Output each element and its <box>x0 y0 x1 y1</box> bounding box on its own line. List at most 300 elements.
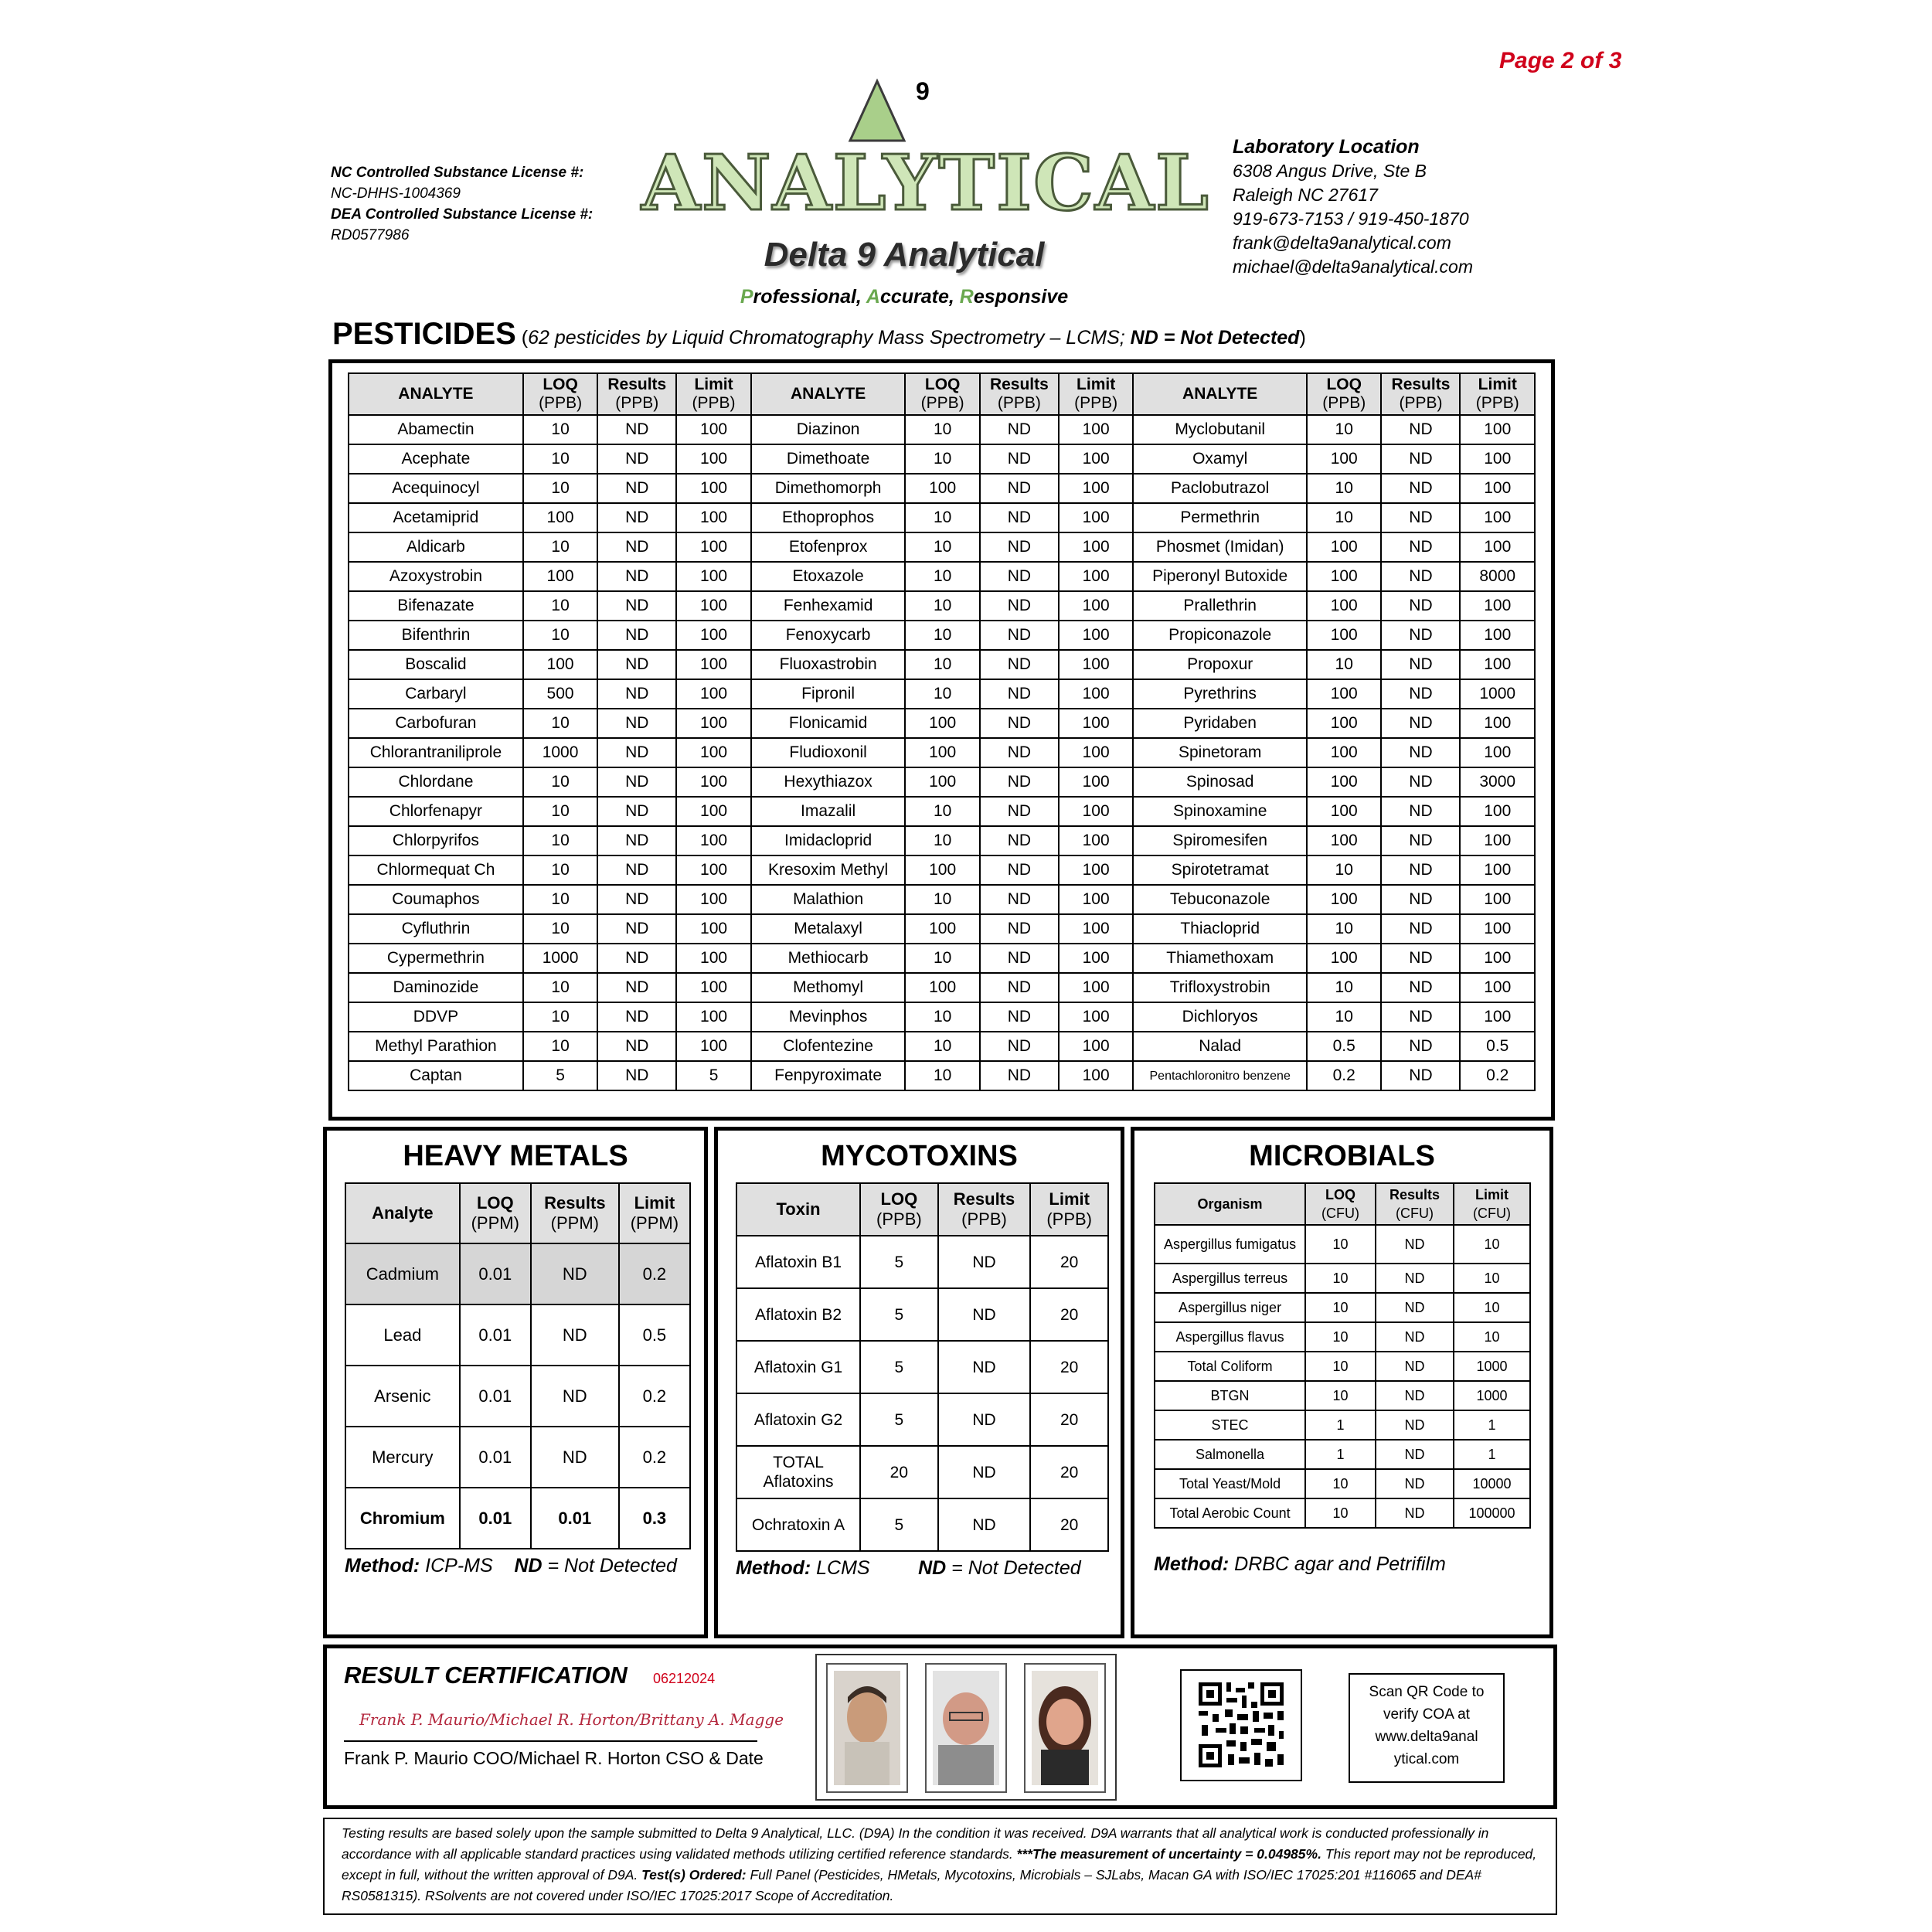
table-cell: Acequinocyl <box>349 474 523 503</box>
table-cell: Cyfluthrin <box>349 914 523 944</box>
hm-col-limit: Limit (PPM) <box>619 1183 690 1243</box>
table-cell: STEC <box>1155 1410 1305 1440</box>
hm-col-results: Results (PPM) <box>531 1183 619 1243</box>
col-analyte: ANALYTE <box>1133 373 1307 415</box>
table-cell: 100 <box>1059 944 1133 973</box>
table-cell: 100 <box>1460 944 1535 973</box>
table-cell: Captan <box>349 1061 523 1090</box>
table-cell: Spinoxamine <box>1133 797 1307 826</box>
table-row <box>349 855 1535 885</box>
lab-phone: 919-673-7153 / 919-450-1870 <box>1233 209 1469 229</box>
col-results: Results (PPB) <box>597 373 676 415</box>
table-cell: ND <box>1376 1264 1454 1293</box>
table-cell: 100 <box>1059 709 1133 738</box>
table-cell: DDVP <box>349 1002 523 1032</box>
table-cell: 100 <box>1460 650 1535 679</box>
table-cell: 100 <box>1460 797 1535 826</box>
table-cell: Tebuconazole <box>1133 885 1307 914</box>
table-cell: 100 <box>676 885 750 914</box>
table-cell: 100 <box>1460 885 1535 914</box>
table-cell: ND <box>1376 1225 1454 1264</box>
table-row <box>736 1341 1108 1393</box>
table-row <box>345 1366 690 1427</box>
table-cell: Total Yeast/Mold <box>1155 1469 1305 1498</box>
table-cell: 0.2 <box>1307 1061 1381 1090</box>
table-row <box>1155 1322 1530 1352</box>
table-cell: ND <box>938 1341 1031 1393</box>
table-row <box>1155 1293 1530 1322</box>
table-cell: Spirotetramat <box>1133 855 1307 885</box>
my-col-results: Results (PPB) <box>938 1183 1031 1236</box>
table-cell: 5 <box>860 1236 938 1288</box>
table-cell: Thiamethoxam <box>1133 944 1307 973</box>
table-row <box>736 1498 1108 1551</box>
table-cell: ND <box>1376 1322 1454 1352</box>
table-cell: ND <box>1376 1410 1454 1440</box>
table-cell: Cadmium <box>345 1243 460 1304</box>
table-cell: 100 <box>905 767 979 797</box>
table-cell: ND <box>980 1032 1059 1061</box>
my-col-toxin: Toxin <box>736 1183 860 1236</box>
mi-col-loq: LOQ (CFU) <box>1305 1183 1376 1225</box>
staff-photos <box>815 1654 1117 1801</box>
table-cell: 100000 <box>1454 1498 1530 1528</box>
table-cell: 100 <box>1059 1002 1133 1032</box>
table-cell: ND <box>980 562 1059 591</box>
col-analyte: ANALYTE <box>349 373 523 415</box>
table-cell: Aldicarb <box>349 532 523 562</box>
table-cell: 100 <box>1059 444 1133 474</box>
table-cell: ND <box>980 1061 1059 1090</box>
table-cell: 100 <box>676 532 750 562</box>
table-cell: ND <box>597 767 676 797</box>
table-cell: 10 <box>523 474 597 503</box>
table-row <box>349 914 1535 944</box>
table-cell: ND <box>1381 679 1460 709</box>
table-cell: 100 <box>523 650 597 679</box>
table-cell: ND <box>1381 1061 1460 1090</box>
table-cell: ND <box>1381 591 1460 621</box>
table-row <box>1155 1440 1530 1469</box>
table-cell: ND <box>1376 1498 1454 1528</box>
microbials-table <box>1154 1182 1531 1529</box>
page-number: Page 2 of 3 <box>1499 48 1622 73</box>
table-row <box>349 826 1535 855</box>
table-cell: Nalad <box>1133 1032 1307 1061</box>
table-cell: ND <box>1381 532 1460 562</box>
col-results: Results (PPB) <box>1381 373 1460 415</box>
lab-location <box>1233 135 1473 279</box>
table-cell: 10 <box>1305 1225 1376 1264</box>
pesticides-table <box>348 372 1536 1091</box>
mi-col-results: Results (CFU) <box>1376 1183 1454 1225</box>
table-cell: Bifenthrin <box>349 621 523 650</box>
table-cell: 20 <box>1030 1288 1108 1341</box>
lab-email-1: frank@delta9analytical.com <box>1233 233 1451 253</box>
table-cell: 100 <box>905 738 979 767</box>
table-cell: ND <box>1381 1002 1460 1032</box>
table-cell: 10 <box>1307 503 1381 532</box>
table-cell: 10 <box>1307 650 1381 679</box>
table-cell: Acetamiprid <box>349 503 523 532</box>
table-cell: ND <box>531 1366 619 1427</box>
table-cell: ND <box>980 885 1059 914</box>
qr-code[interactable] <box>1180 1669 1302 1781</box>
table-cell: 0.5 <box>1307 1032 1381 1061</box>
table-cell: 0.01 <box>460 1488 531 1549</box>
disclaimer: Testing results are based solely upon the sample submitted to Delta 9 Analytical, LLC. (D9A) In the condition it was received. D9A warrants that all analytical work is conducted professionally in accordance with all applicable standard practices using validated methods utilizing certified reference standards. ***The measurement of uncertainty = 0.04985%. This report may not be reproduced, except in full, without the written approval of D9A. Test(s) Ordered: Full Panel (Pesticides, HMetals, Mycotoxins, Microbials – SJLabs, Macan GA with ISO/IEC 17025:201 #116065 and DEA# RS0581315). RSolvents are not covered under ISO/IEC 17025:2017 Scope of Accreditation. <box>323 1818 1557 1915</box>
table-row <box>736 1446 1108 1498</box>
table-cell: 100 <box>1307 621 1381 650</box>
table-cell: 100 <box>676 1002 750 1032</box>
table-cell: Pentachloronitro benzene <box>1133 1061 1307 1090</box>
table-cell: 10 <box>905 679 979 709</box>
table-row <box>349 767 1535 797</box>
table-cell: ND <box>597 1032 676 1061</box>
mycotoxins-title: MYCOTOXINS <box>821 1140 1018 1172</box>
table-cell: Carbaryl <box>349 679 523 709</box>
table-cell: 100 <box>1059 532 1133 562</box>
table-cell: 100 <box>905 474 979 503</box>
table-cell: 10 <box>1454 1264 1530 1293</box>
table-cell: Aflatoxin G1 <box>736 1341 860 1393</box>
table-cell: 100 <box>1460 444 1535 474</box>
table-cell: 10 <box>523 621 597 650</box>
table-cell: 100 <box>676 474 750 503</box>
table-cell: Chlorpyrifos <box>349 826 523 855</box>
table-cell: ND <box>597 855 676 885</box>
table-cell: Mercury <box>345 1427 460 1488</box>
mycotoxins-table <box>736 1182 1109 1552</box>
table-cell: 10 <box>523 973 597 1002</box>
hm-col-analyte: Analyte <box>345 1183 460 1243</box>
table-cell: 20 <box>1030 1341 1108 1393</box>
table-cell: Ethoprophos <box>751 503 906 532</box>
table-cell: ND <box>980 944 1059 973</box>
table-cell: Azoxystrobin <box>349 562 523 591</box>
table-cell: 1000 <box>1454 1352 1530 1381</box>
table-cell: 10 <box>1305 1498 1376 1528</box>
table-cell: 100 <box>1460 474 1535 503</box>
table-row <box>345 1304 690 1366</box>
table-row <box>349 415 1535 444</box>
table-cell: ND <box>1376 1469 1454 1498</box>
table-cell: 10 <box>523 1032 597 1061</box>
table-cell: Flonicamid <box>751 709 906 738</box>
table-cell: Metalaxyl <box>751 914 906 944</box>
table-cell: 100 <box>1307 444 1381 474</box>
table-row <box>349 591 1535 621</box>
table-row <box>1155 1410 1530 1440</box>
table-cell: 10 <box>523 1002 597 1032</box>
table-cell: 10 <box>1454 1293 1530 1322</box>
table-cell: 100 <box>676 767 750 797</box>
table-cell: 100 <box>1460 855 1535 885</box>
table-cell: 10 <box>905 797 979 826</box>
table-cell: ND <box>597 679 676 709</box>
table-cell: ND <box>597 415 676 444</box>
table-cell: 5 <box>860 1498 938 1551</box>
table-cell: 100 <box>1460 914 1535 944</box>
table-cell: 10 <box>523 591 597 621</box>
table-cell: 10 <box>905 1061 979 1090</box>
company-logo <box>641 77 1210 317</box>
table-cell: 100 <box>676 1032 750 1061</box>
table-cell: 10 <box>523 855 597 885</box>
table-cell: 100 <box>676 855 750 885</box>
table-cell: 500 <box>523 679 597 709</box>
table-cell: Thiacloprid <box>1133 914 1307 944</box>
table-cell: 100 <box>676 503 750 532</box>
lab-email-2: michael@delta9analytical.com <box>1233 257 1473 277</box>
table-cell: 100 <box>1307 885 1381 914</box>
table-cell: 100 <box>676 591 750 621</box>
table-cell: 0.01 <box>460 1366 531 1427</box>
table-cell: 5 <box>860 1341 938 1393</box>
table-cell: Spinosad <box>1133 767 1307 797</box>
table-cell: ND <box>597 532 676 562</box>
table-cell: 10 <box>1305 1352 1376 1381</box>
table-cell: Pyridaben <box>1133 709 1307 738</box>
table-cell: ND <box>980 532 1059 562</box>
table-cell: ND <box>1381 973 1460 1002</box>
table-cell: Piperonyl Butoxide <box>1133 562 1307 591</box>
table-cell: Hexythiazox <box>751 767 906 797</box>
col-results: Results (PPB) <box>980 373 1059 415</box>
table-cell: 1000 <box>1454 1381 1530 1410</box>
table-cell: Fenpyroximate <box>751 1061 906 1090</box>
table-cell: TOTAL Aflatoxins <box>736 1446 860 1498</box>
table-cell: Dimethoate <box>751 444 906 474</box>
table-cell: ND <box>980 1002 1059 1032</box>
table-cell: ND <box>980 738 1059 767</box>
table-cell: ND <box>1381 562 1460 591</box>
table-cell: 100 <box>1460 621 1535 650</box>
table-row <box>345 1488 690 1549</box>
table-cell: ND <box>1376 1352 1454 1381</box>
table-cell: 100 <box>1059 1061 1133 1090</box>
table-cell: 10000 <box>1454 1469 1530 1498</box>
table-cell: 10 <box>905 944 979 973</box>
table-cell: ND <box>980 679 1059 709</box>
my-col-loq: LOQ (PPB) <box>860 1183 938 1236</box>
table-cell: 100 <box>1460 532 1535 562</box>
table-cell: ND <box>980 797 1059 826</box>
col-loq: LOQ (PPB) <box>1307 373 1381 415</box>
table-cell: ND <box>980 826 1059 855</box>
table-cell: 10 <box>905 1032 979 1061</box>
table-cell: 1000 <box>523 944 597 973</box>
table-cell: ND <box>531 1243 619 1304</box>
table-cell: 10 <box>523 885 597 914</box>
table-row <box>345 1243 690 1304</box>
table-cell: Cypermethrin <box>349 944 523 973</box>
table-cell: 100 <box>1460 415 1535 444</box>
table-row <box>349 1032 1535 1061</box>
table-cell: 100 <box>1059 1032 1133 1061</box>
table-cell: 100 <box>905 855 979 885</box>
table-cell: 100 <box>1307 767 1381 797</box>
table-cell: 0.5 <box>1460 1032 1535 1061</box>
table-cell: 100 <box>1307 709 1381 738</box>
table-row <box>349 738 1535 767</box>
table-cell: Prallethrin <box>1133 591 1307 621</box>
table-cell: ND <box>597 444 676 474</box>
table-cell: 10 <box>905 532 979 562</box>
table-cell: ND <box>980 709 1059 738</box>
table-cell: 0.01 <box>531 1488 619 1549</box>
table-cell: ND <box>597 562 676 591</box>
table-cell: 0.01 <box>460 1427 531 1488</box>
table-cell: 10 <box>523 532 597 562</box>
table-cell: Phosmet (Imidan) <box>1133 532 1307 562</box>
table-cell: Dimethomorph <box>751 474 906 503</box>
table-cell: ND <box>1381 415 1460 444</box>
table-cell: Fludioxonil <box>751 738 906 767</box>
table-row <box>349 679 1535 709</box>
pesticides-heading: PESTICIDES (62 pesticides by Liquid Chromatography Mass Spectrometry – LCMS; ND = Not Detected) <box>332 317 1306 351</box>
signature: Frank P. Maurio/Michael R. Horton/Brittany A. Magge <box>359 1710 784 1729</box>
table-cell: 1 <box>1454 1440 1530 1469</box>
table-cell: 20 <box>1030 1236 1108 1288</box>
table-cell: ND <box>597 885 676 914</box>
table-cell: Aspergillus flavus <box>1155 1322 1305 1352</box>
table-cell: ND <box>1376 1381 1454 1410</box>
qr-instructions: Scan QR Code to verify COA at www.delta9anal ytical.com <box>1349 1673 1505 1783</box>
table-cell: 100 <box>1460 1002 1535 1032</box>
table-cell: Methyl Parathion <box>349 1032 523 1061</box>
table-cell: 100 <box>1307 532 1381 562</box>
table-cell: ND <box>531 1304 619 1366</box>
table-cell: 10 <box>1305 1293 1376 1322</box>
table-row <box>349 474 1535 503</box>
table-cell: 10 <box>523 415 597 444</box>
heavy-metals-method: Method: ICP-MS ND = Not Detected <box>345 1555 677 1577</box>
heavy-metals-table <box>345 1182 691 1549</box>
table-cell: 100 <box>1307 797 1381 826</box>
table-cell: 10 <box>523 444 597 474</box>
table-cell: 10 <box>905 444 979 474</box>
table-cell: 100 <box>676 973 750 1002</box>
table-cell: 20 <box>860 1446 938 1498</box>
table-cell: Chlordane <box>349 767 523 797</box>
table-cell: Chlorfenapyr <box>349 797 523 826</box>
table-cell: ND <box>980 415 1059 444</box>
table-cell: 10 <box>1454 1322 1530 1352</box>
table-cell: 10 <box>905 562 979 591</box>
table-cell: 10 <box>523 826 597 855</box>
table-cell: 100 <box>1059 767 1133 797</box>
table-cell: 10 <box>1454 1225 1530 1264</box>
table-row <box>349 503 1535 532</box>
table-cell: 10 <box>1307 973 1381 1002</box>
col-loq: LOQ (PPB) <box>523 373 597 415</box>
table-cell: Fenoxycarb <box>751 621 906 650</box>
table-cell: 100 <box>1059 826 1133 855</box>
table-cell: 0.2 <box>619 1366 690 1427</box>
table-cell: 100 <box>676 679 750 709</box>
table-cell: Fipronil <box>751 679 906 709</box>
table-cell: ND <box>531 1427 619 1488</box>
table-row <box>736 1288 1108 1341</box>
table-cell: Permethrin <box>1133 503 1307 532</box>
table-cell: 20 <box>1030 1498 1108 1551</box>
table-cell: Salmonella <box>1155 1440 1305 1469</box>
staff-photo <box>826 1663 908 1793</box>
table-row <box>349 709 1535 738</box>
table-row <box>349 797 1535 826</box>
table-cell: Abamectin <box>349 415 523 444</box>
table-row <box>349 444 1535 474</box>
table-cell: ND <box>597 1002 676 1032</box>
my-col-limit: Limit (PPB) <box>1030 1183 1108 1236</box>
table-cell: Aspergillus fumigatus <box>1155 1225 1305 1264</box>
table-row <box>349 885 1535 914</box>
table-cell: Carbofuran <box>349 709 523 738</box>
table-cell: Propiconazole <box>1133 621 1307 650</box>
table-cell: Clofentezine <box>751 1032 906 1061</box>
table-cell: 0.2 <box>619 1243 690 1304</box>
table-row <box>1155 1498 1530 1528</box>
table-cell: 100 <box>1059 797 1133 826</box>
table-cell: 10 <box>523 709 597 738</box>
table-cell: BTGN <box>1155 1381 1305 1410</box>
table-cell: 1000 <box>523 738 597 767</box>
dea-license-label: DEA Controlled Substance License #: <box>331 206 594 223</box>
table-cell: 1 <box>1454 1410 1530 1440</box>
table-cell: 100 <box>1307 826 1381 855</box>
table-cell: 100 <box>905 709 979 738</box>
table-row <box>349 621 1535 650</box>
dea-license-value: RD0577986 <box>331 227 410 243</box>
table-cell: ND <box>980 621 1059 650</box>
table-cell: 100 <box>1307 944 1381 973</box>
table-cell: ND <box>938 1288 1031 1341</box>
table-cell: ND <box>597 944 676 973</box>
lab-title: Laboratory Location <box>1233 136 1420 158</box>
table-cell: ND <box>1381 944 1460 973</box>
table-cell: 10 <box>1307 415 1381 444</box>
col-limit: Limit (PPB) <box>676 373 750 415</box>
table-cell: Paclobutrazol <box>1133 474 1307 503</box>
table-cell: 10 <box>523 914 597 944</box>
table-cell: 0.5 <box>619 1304 690 1366</box>
table-cell: 3000 <box>1460 767 1535 797</box>
table-cell: ND <box>597 914 676 944</box>
table-cell: 10 <box>905 591 979 621</box>
table-cell: 10 <box>523 767 597 797</box>
table-cell: 10 <box>1307 1002 1381 1032</box>
table-cell: ND <box>980 503 1059 532</box>
table-cell: 10 <box>1305 1322 1376 1352</box>
table-cell: 100 <box>1460 503 1535 532</box>
table-cell: 100 <box>1059 621 1133 650</box>
table-cell: ND <box>1381 474 1460 503</box>
table-cell: Etofenprox <box>751 532 906 562</box>
table-cell: ND <box>1381 767 1460 797</box>
table-cell: ND <box>597 591 676 621</box>
table-cell: ND <box>1376 1440 1454 1469</box>
table-cell: 100 <box>1307 679 1381 709</box>
table-cell: Spinetoram <box>1133 738 1307 767</box>
table-cell: Propoxur <box>1133 650 1307 679</box>
table-cell: 5 <box>860 1393 938 1446</box>
table-cell: Acephate <box>349 444 523 474</box>
table-cell: 1 <box>1305 1410 1376 1440</box>
signer-names: Frank P. Maurio COO/Michael R. Horton CSO & Date <box>344 1748 764 1768</box>
table-cell: 100 <box>1059 679 1133 709</box>
table-row <box>349 944 1535 973</box>
